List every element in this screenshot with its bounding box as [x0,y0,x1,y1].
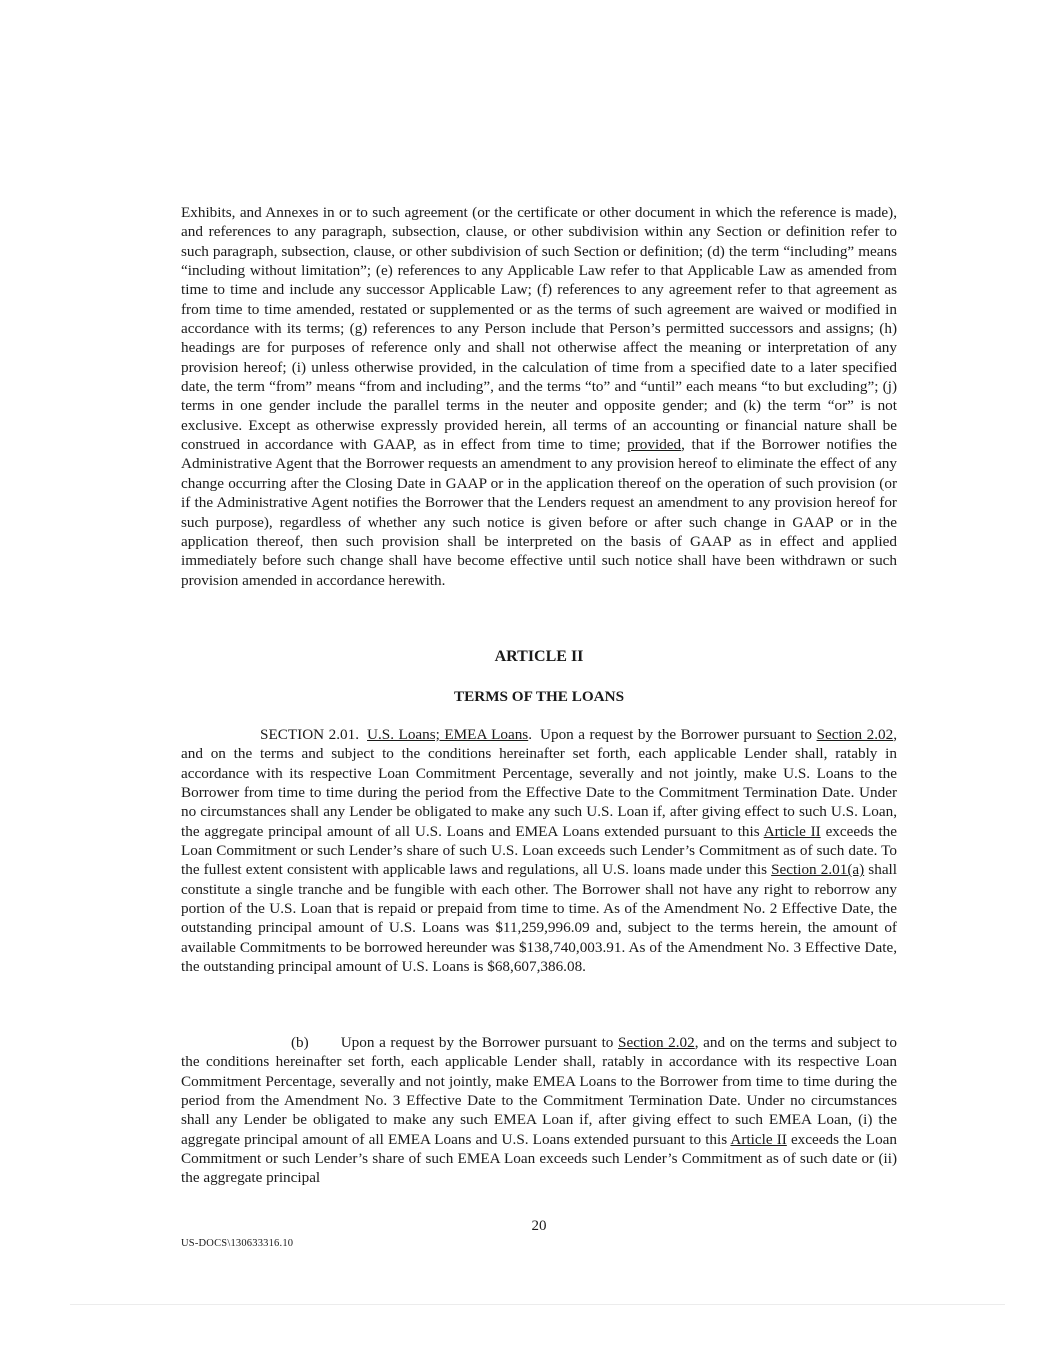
continuation-paragraph [181,203,897,590]
cross-reference-section-2-02: Section 2.02 [816,726,894,743]
section-2-01b-paragraph [181,1033,897,1188]
paragraph-text: , that if the Borrower notifies the Administrative Agent that the Borrower requests an amendment to any provision hereof to eliminate the effect of any change occurring after the Closing Date in GAAP or in the application thereof on the operation of such provision (or if the Administrative Agent notifies the Borrower that the Lenders request an amendment to any provision hereof for such purpose), regardless of whether any such notice is given before or after such change in GAAP or in the application thereof, then such provision shall be interpreted on the basis of GAAP as in effect and applied immediately before such change shall have become effective until such notice shall have been withdrawn or such provision amended in accordance herewith. [181,436,897,589]
paragraph-text: Exhibits, and Annexes in or to such agreement (or the certificate or other document in which the reference is made), and references to any paragraph, subsection, clause, or other subdivision within any Section or definition refer to such paragraph, subsection, clause, or other subdivision of such Section or definition; (d) the term “including” means “including without limitation”; (e) references to any Applicable Law refer to that Applicable Law as amended from time to time and include any successor Applicable Law; (f) references to any agreement refer to that agreement as from time to time amended, restated or supplemented or as the terms of such agreement are waived or modified in accordance with its terms; (g) references to any Person include that Person’s permitted successors and assigns; (h) headings are for purposes of reference only and shall not otherwise affect the meaning or interpretation of any provision hereof; (i) unless otherwise provided, in the calculation of time from a specified date to a later specified date, the term “from” means “from and including”, and the terms “to” and “until” each means “to but excluding”; (j) terms in one gender include the parallel terms in the neuter and opposite gender; and (k) the term “or” is not exclusive. [181,204,897,434]
paragraph-text: exceeds the Loan Commitment or such Lender’s share of such U.S. Loan exceeds such Lender’s Commitment as of such date. To the fullest extent consistent with applicable laws and regulations, all U.S. loans made under this [181,822,898,879]
section-title-period: . [528,726,533,743]
cross-reference-section-2-01a: Section 2.01(a) [771,861,865,879]
paragraph-text: shall constitute a single tranche and be fungible with each other. The Borrower shall not have any right to reborrow any portion of the U.S. Loan that is repaid or prepaid from time to time. As of the Amendment No. 2 Effective Date, the outstanding principal amount of U.S. Loans was $11,259,996.09 and, subject to the terms herein, the amount of available Commitments to be borrowed hereunder was $138,740,003.91. As of the Amendment No. 3 Effective Date, the outstanding principal amount of U.S. Loans is $68,607,386.08. [181,861,897,976]
paragraph-text: , and on the terms and subject to the conditions hereinafter set forth, each applicable Lender shall, ratably in accordance with its respective Loan Commitment Percentage, severally and not jointly, make U.S. Loans to the Borrower from time to time during the period from the Effective Date to the Commitment Termination Date. Under no circumstances shall any Lender be obligated to make any such U.S. Loan if, after giving effect to such U.S. Loan, the aggregate principal amount of all U.S. Loans and EMEA Loans extended pursuant to this [181,726,897,840]
article-title: ARTICLE II [494,648,584,665]
paragraph-text: Upon a request by the Borrower pursuant to [540,726,817,743]
page-number: 20 [531,1218,547,1234]
section-title: U.S. Loans; EMEA Loans [367,726,529,743]
cross-reference-section-2-02: Section 2.02 [618,1034,695,1051]
clause-label: (b) [291,1034,309,1051]
paragraph-text: exceeds the Loan Commitment or such Lender’s share of such EMEA Loan exceeds such Lender’s Commitment as of such date or (ii) the aggregate principal [181,1130,897,1187]
cross-reference-article-ii: Article II [730,1130,787,1148]
paragraph-text: Except as otherwise expressly provided herein, all terms of an accounting or financial nature shall be construed in accordance with GAAP, as in effect from time to time; [181,416,897,454]
page-bottom-divider [70,1304,1005,1305]
paragraph-text: Upon a request by the Borrower pursuant to [340,1034,618,1051]
article-subtitle: TERMS OF THE LOANS [453,688,625,705]
document-id: US-DOCS\130633316.10 [181,1238,294,1249]
paragraph-text: , and on the terms and subject to the conditions hereinafter set forth, each applicable Lender shall, ratably in accordance with its respective Loan Commitment Percentage, severally and not jointly, make EMEA Loans to the Borrower from time to time during the period from the Amendment No. 3 Effective Date to the Commitment Termination Date. Under no circumstances shall any Lender be obligated to make any such EMEA Loan if, after giving effect to such EMEA Loan, (i) the aggregate principal amount of all EMEA Loans and U.S. Loans extended pursuant to this [181,1034,897,1148]
cross-reference-article-ii: Article II [763,822,821,840]
section-2-01-paragraph [181,725,897,976]
section-number: SECTION 2.01. [260,726,360,743]
provided-term: provided [627,436,682,454]
